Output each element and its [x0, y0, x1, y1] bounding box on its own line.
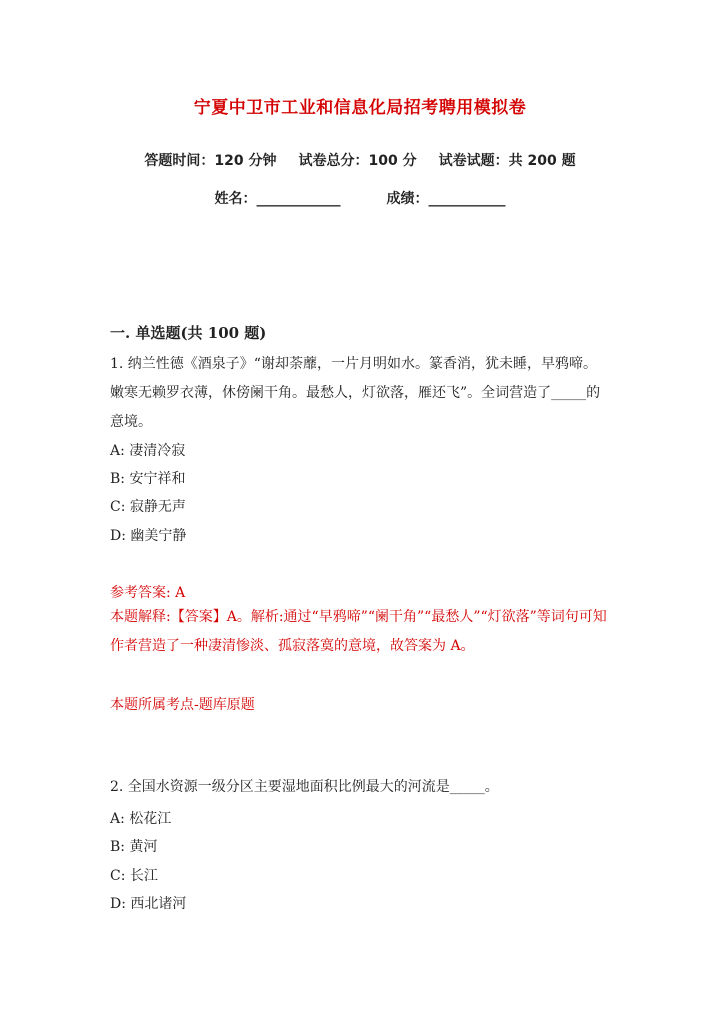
exam-time: 答题时间：120 分钟 — [144, 153, 277, 169]
score-field: 成绩：___________ — [386, 191, 506, 207]
question-2-text: 2. 全国水资源一级分区主要湿地面积比例最大的河流是_____。 — [110, 779, 499, 795]
question-1-option-a: A: 凄清冷寂 — [110, 443, 186, 459]
section-heading: 一. 单选题(共 100 题) — [110, 324, 267, 342]
question-1-explanation: 本题解释:【答案】A。解析:通过“早鸦啼”“阑干角”“最愁人”“灯欲落”等词句可知作者营造了一种凄清惨淡、孤寂落寞的意境，故答案为 A。 — [110, 609, 607, 654]
question-2-option-d: D: 西北诸河 — [110, 896, 187, 912]
question-1-answer: 参考答案: A — [110, 585, 186, 601]
exam-meta — [0, 150, 720, 170]
candidate-fields — [0, 188, 720, 208]
question-2-option-b: B: 黄河 — [110, 839, 158, 855]
question-2-option-a: A: 松花江 — [110, 811, 172, 827]
question-1-option-c: C: 寂静无声 — [110, 499, 186, 515]
question-1-text: 1. 纳兰性德《酒泉子》“谢却荼蘼，一片月明如水。篆香消，犹未睡，早鸦啼。嫩寒无赖罗衣薄，休傍阑干角。最愁人，灯欲落，雁还飞”。全词营造了_____的意境。 — [110, 356, 601, 430]
exam-total-questions: 试卷试题：共 200 题 — [438, 153, 576, 169]
question-1-option-b: B: 安宁祥和 — [110, 471, 186, 487]
exam-title: 宁夏中卫市工业和信息化局招考聘用模拟卷 — [193, 98, 527, 118]
question-2-option-c: C: 长江 — [110, 868, 158, 884]
question-1-option-d: D: 幽美宁静 — [110, 528, 187, 544]
question-1-source: 本题所属考点-题库原题 — [110, 697, 255, 713]
exam-total-score: 试卷总分：100 分 — [298, 153, 417, 169]
name-field: 姓名：____________ — [214, 191, 341, 207]
